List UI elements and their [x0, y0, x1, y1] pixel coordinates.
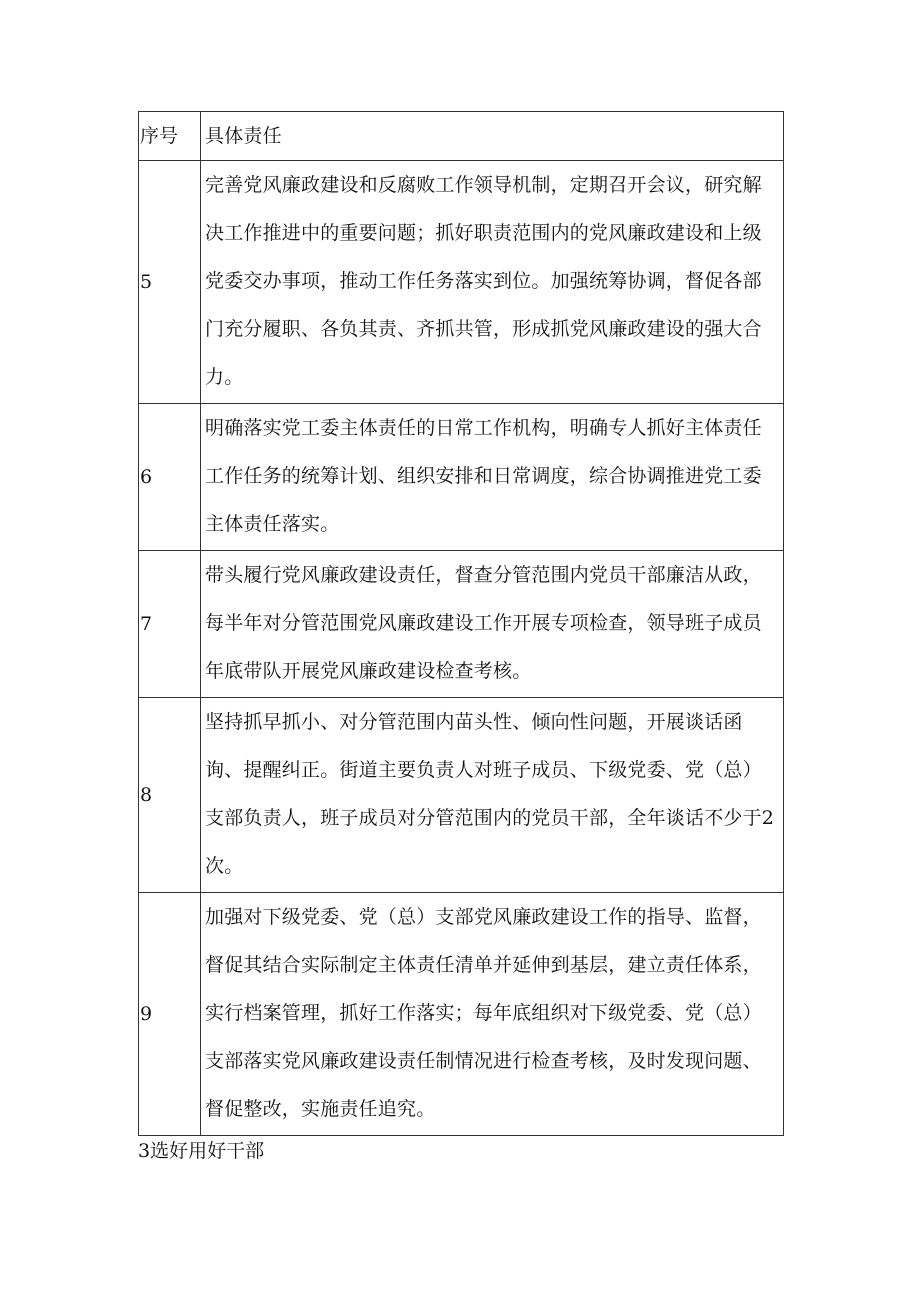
row-responsibility-text: 加强对下级党委、党（总）支部党风廉政建设工作的指导、监督，督促其结合实际制定主体责任清单并延伸到基层，建立责任体系，实行档案管理，抓好工作落实；每年底组织对下级党委、党（总）支部落实党风廉政建设责任制情况进行检查考核，及时发现问题、督促整改，实施责任追究。 [201, 893, 784, 1136]
header-num: 序号 [139, 112, 201, 161]
responsibility-table [138, 111, 784, 1136]
table-row [139, 161, 784, 404]
table-row [139, 893, 784, 1136]
row-num: 9 [139, 893, 201, 1136]
table-row [139, 404, 784, 551]
section-heading: 3选好用好干部 [138, 1140, 265, 1162]
table-header-row [139, 112, 784, 161]
table-row [139, 551, 784, 698]
row-responsibility-text: 完善党风廉政建设和反腐败工作领导机制，定期召开会议，研究解决工作推进中的重要问题；抓好职责范围内的党风廉政建设和上级党委交办事项，推动工作任务落实到位。加强统筹协调，督促各部门充分履职、各负其责、齐抓共管，形成抓党风廉政建设的强大合力。 [201, 161, 784, 404]
row-num: 7 [139, 551, 201, 698]
row-num: 5 [139, 161, 201, 404]
table-row [139, 698, 784, 893]
row-responsibility-text: 明确落实党工委主体责任的日常工作机构，明确专人抓好主体责任工作任务的统筹计划、组织安排和日常调度，综合协调推进党工委主体责任落实。 [201, 404, 784, 551]
row-num: 6 [139, 404, 201, 551]
header-responsibility: 具体责任 [201, 112, 784, 161]
row-responsibility-text: 带头履行党风廉政建设责任，督查分管范围内党员干部廉洁从政，每半年对分管范围党风廉政建设工作开展专项检查，领导班子成员年底带队开展党风廉政建设检查考核。 [201, 551, 784, 698]
row-responsibility-text: 坚持抓早抓小、对分管范围内苗头性、倾向性问题，开展谈话函询、提醒纠正。街道主要负责人对班子成员、下级党委、党（总）支部负责人，班子成员对分管范围内的党员干部，全年谈话不少于2次。 [201, 698, 784, 893]
row-num: 8 [139, 698, 201, 893]
